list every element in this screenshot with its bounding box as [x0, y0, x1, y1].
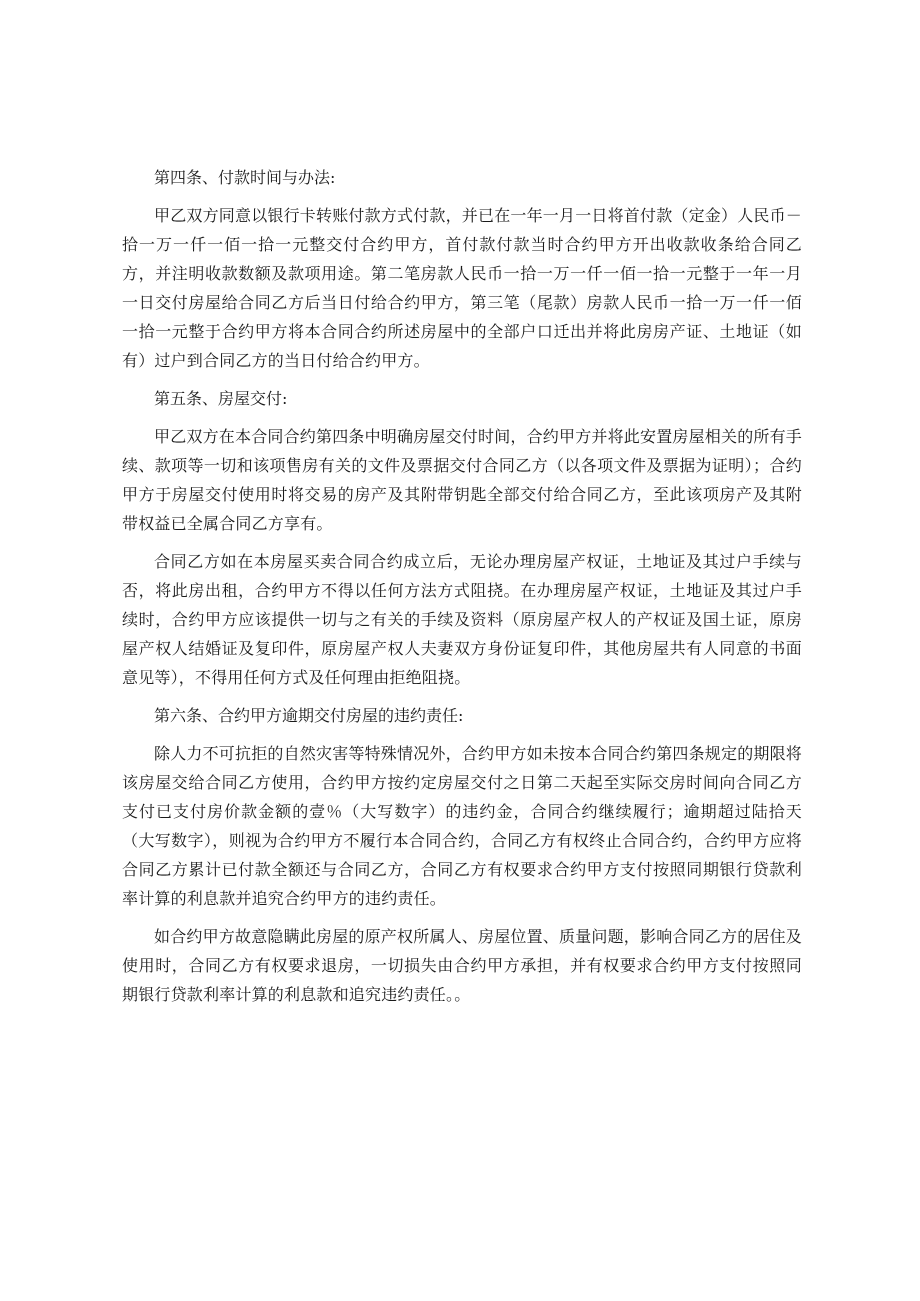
- article5-paragraph-1: 甲乙双方在本合同合约第四条中明确房屋交付时间，合约甲方并将此安置房屋相关的所有手续、款项等一切和该项售房有关的文件及票据交付合同乙方（以各项文件及票据为证明）；合约甲方于房屋交付使用时将交易的房产及其附带钥匙全部交付给合同乙方，至此该项房产及其附带权益已全属合同乙方享有。: [122, 427, 803, 533]
- article6-paragraph-1: 除人力不可抗拒的自然灾害等特殊情况外，合约甲方如未按本合同合约第四条规定的期限将该房屋交给合同乙方使用，合约甲方按约定房屋交付之日第二天起至实际交房时间向合同乙方支付已支付房价款金额的壹％（大写数字）的违约金，合同合约继续履行；逾期超过陆拾天（大写数字），则视为合约甲方不履行本合同合约，合同乙方有权终止合同合约，合约甲方应将合同乙方累计已付款全额还与合同乙方，合同乙方有权要求合约甲方支付按照同期银行贷款利率计算的利息款并追究合约甲方的违约责任。: [122, 744, 803, 908]
- article4-paragraph-1: 甲乙双方同意以银行卡转账付款方式付款，并已在一年一月一日将首付款（定金）人民币－拾一万一仟一佰一拾一元整交付合约甲方，首付款付款当时合约甲方开出收款收条给合同乙方，并注明收款数额及款项用途。第二笔房款人民币一拾一万一仟一佰一拾一元整于一年一月一日交付房屋给合同乙方后当日付给合约甲方，第三笔（尾款）房款人民币一拾一万一仟一佰一拾一元整于合约甲方将本合同合约所述房屋中的全部户口迁出并将此房房产证、土地证（如有）过户到合同乙方的当日付给合约甲方。: [122, 206, 803, 370]
- article5-paragraph-2: 合同乙方如在本房屋买卖合同合约成立后，无论办理房屋产权证，土地证及其过户手续与否，将此房出租，合约甲方不得以任何方法方式阻挠。在办理房屋产权证，土地证及其过户手续时，合约甲方应该提供一切与之有关的手续及资料（原房屋产权人的产权证及国土证，原房屋产权人结婚证及复印件，原房屋产权人夫妻双方身份证复印件，其他房屋共有人同意的书面意见等），不得用任何方式及任何理由拒绝阻挠。: [122, 552, 802, 687]
- article6-paragraph-2: 如合约甲方故意隐瞒此房屋的原产权所属人、房屋位置、质量问题，影响合同乙方的居住及使用时，合同乙方有权要求退房，一切损失由合约甲方承担，并有权要求合约甲方支付按照同期银行贷款利率计算的利息款和追究违约责任。。: [122, 927, 803, 1004]
- article6-heading: 第六条、合约甲方逾期交付房屋的违约责任:: [154, 706, 464, 725]
- article5-heading: 第五条、房屋交付:: [154, 389, 288, 408]
- contract-page: [122, 163, 802, 1018]
- article4-heading: 第四条、付款时间与办法:: [154, 168, 336, 187]
